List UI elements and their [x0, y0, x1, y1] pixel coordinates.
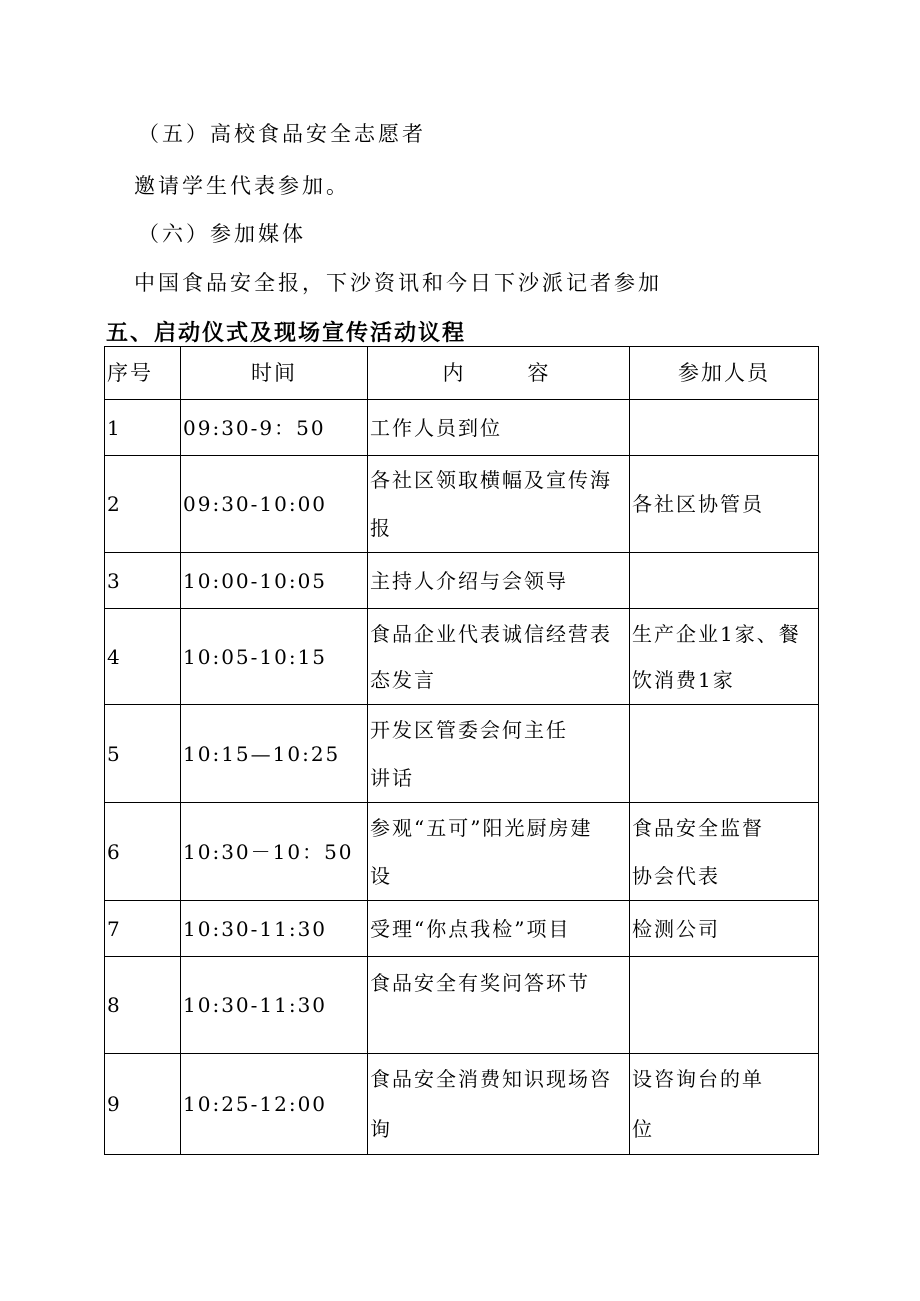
table-row	[105, 553, 819, 609]
table-row	[105, 609, 819, 705]
table-row	[105, 901, 819, 957]
row-no: 8	[105, 957, 181, 1054]
row-time: 09:30-9：50	[181, 400, 368, 456]
row-people: 设咨询台的单位	[630, 1054, 819, 1155]
row-time: 10:30－10：50	[181, 803, 368, 901]
row-people	[630, 400, 819, 456]
header-people: 参加人员	[630, 347, 819, 400]
row-time: 10:30-11:30	[181, 957, 368, 1054]
row-content: 开发区管委会何主任讲话	[368, 705, 630, 803]
row-time: 10:15—10:25	[181, 705, 368, 803]
row-people: 生产企业1家、餐饮消费1家	[630, 609, 819, 705]
row-no: 5	[105, 705, 181, 803]
row-no: 1	[105, 400, 181, 456]
row-no: 3	[105, 553, 181, 609]
row-people: 各社区协管员	[630, 456, 819, 553]
paragraph-invite-students: 邀请学生代表参加。	[134, 174, 350, 198]
table-row	[105, 456, 819, 553]
section-heading: 五、启动仪式及现场宣传活动议程	[106, 320, 467, 346]
header-no: 序号	[105, 347, 181, 400]
row-people	[630, 553, 819, 609]
row-time: 10:25-12:00	[181, 1054, 368, 1155]
row-content: 食品安全有奖问答环节	[368, 957, 630, 1054]
header-time: 时间	[181, 347, 368, 400]
row-content: 食品安全消费知识现场咨询	[368, 1054, 630, 1155]
agenda-table	[104, 346, 819, 1155]
row-content: 各社区领取横幅及宣传海报	[368, 456, 630, 553]
table-row	[105, 705, 819, 803]
row-no: 9	[105, 1054, 181, 1155]
table-row	[105, 1054, 819, 1155]
row-no: 4	[105, 609, 181, 705]
row-no: 7	[105, 901, 181, 957]
row-no: 2	[105, 456, 181, 553]
row-time: 09:30-10:00	[181, 456, 368, 553]
table-row	[105, 400, 819, 456]
table-row	[105, 803, 819, 901]
row-people: 检测公司	[630, 901, 819, 957]
paragraph-volunteers: （五）高校食品安全志愿者	[138, 122, 426, 146]
row-content: 主持人介绍与会领导	[368, 553, 630, 609]
row-content: 受理“你点我检”项目	[368, 901, 630, 957]
table-row	[105, 957, 819, 1054]
row-people	[630, 957, 819, 1054]
row-people	[630, 705, 819, 803]
row-content: 食品企业代表诚信经营表态发言	[368, 609, 630, 705]
row-content: 参观“五可”阳光厨房建设	[368, 803, 630, 901]
paragraph-media-list: 中国食品安全报，下沙资讯和今日下沙派记者参加	[134, 271, 662, 295]
paragraph-media: （六）参加媒体	[138, 222, 306, 246]
row-content: 工作人员到位	[368, 400, 630, 456]
row-people: 食品安全监督协会代表	[630, 803, 819, 901]
table-header-row	[105, 347, 819, 400]
row-time: 10:00-10:05	[181, 553, 368, 609]
header-content: 内容	[368, 347, 630, 400]
row-time: 10:30-11:30	[181, 901, 368, 957]
row-time: 10:05-10:15	[181, 609, 368, 705]
row-no: 6	[105, 803, 181, 901]
